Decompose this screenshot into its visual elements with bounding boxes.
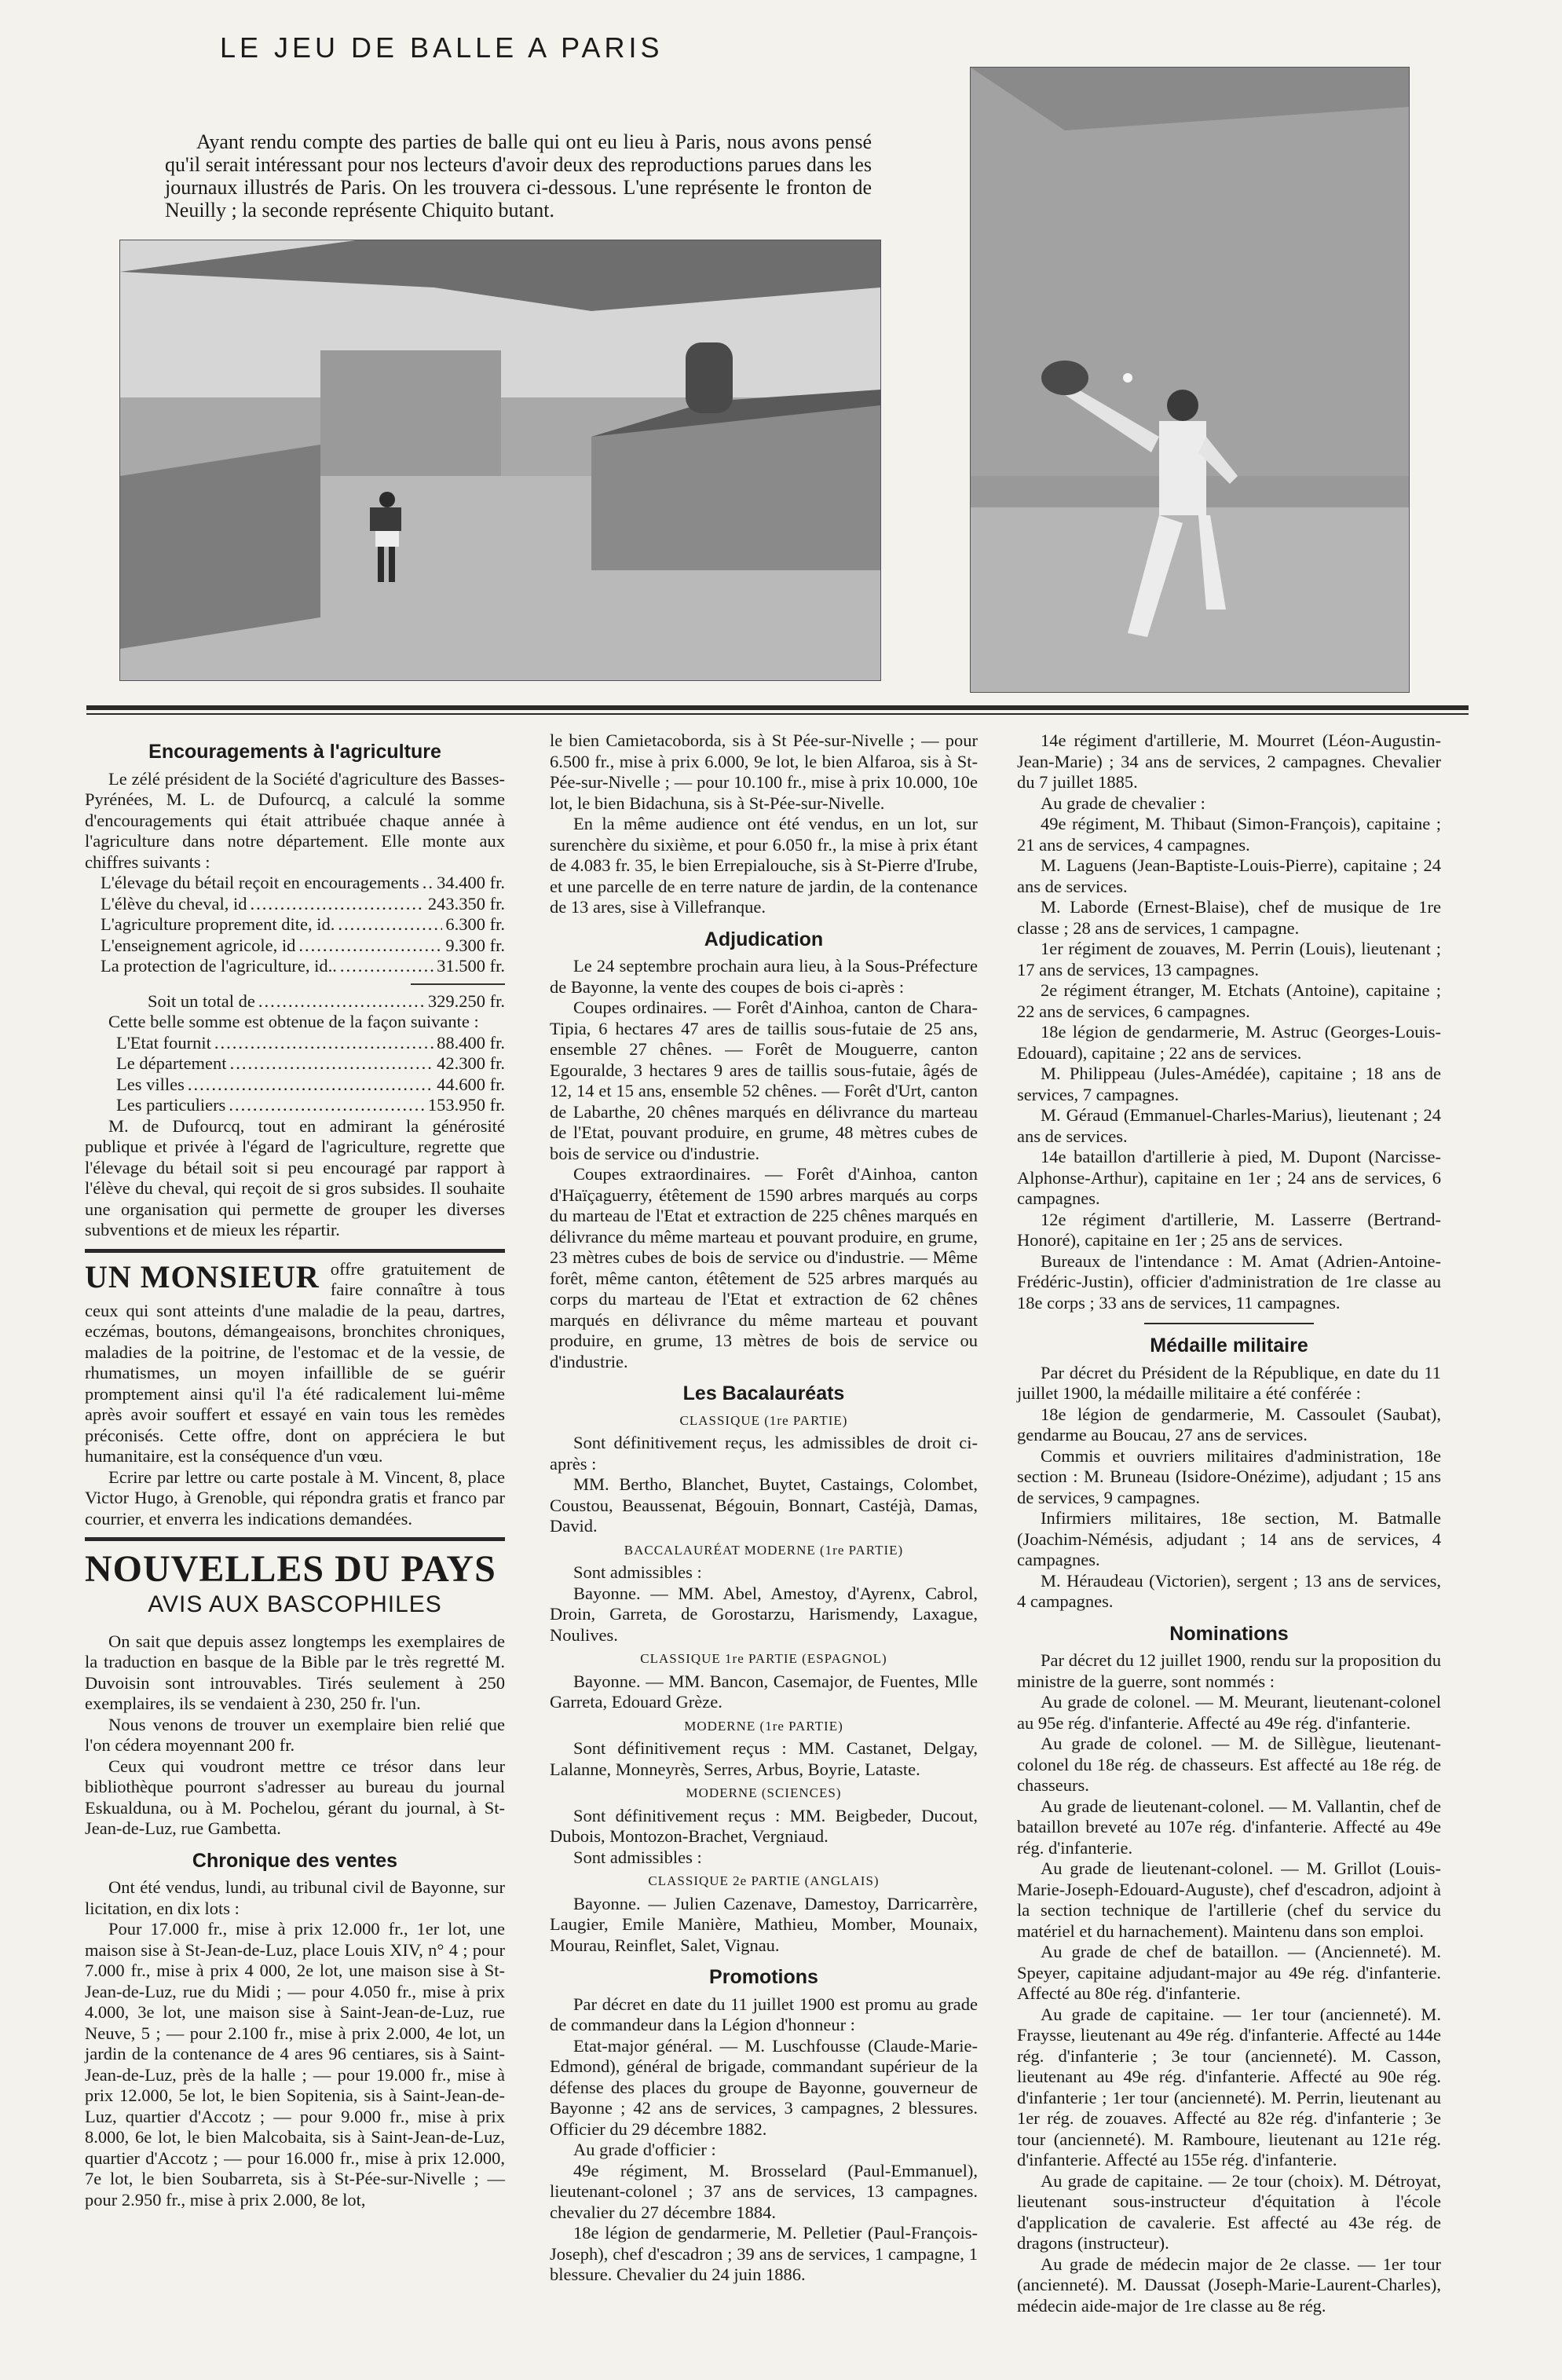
adj-p3: Coupes extraordinaires. — Forêt d'Ainhoa, canton d'Haïçaguerry, étêtement de 1590 arbres marqués au corps du marteau de l'Etat et extraction de 225 chênes marqués en délivrance du même marteau et pouvant produire, en grume, 23 mètres cubes de bois de service ou d'industrie. — Même forêt, même canton, étêtement de 525 arbres marqués au corps du marteau de l'Etat et extraction de 62 chênes marqués en délivrance du même marteau et pouvant produire, en grume, 13 mètres de bois de service ou d'industrie. — [550, 1164, 978, 1371]
source-label: Le département — [116, 1053, 227, 1073]
bac-heading: Les Bacalauréats — [682, 1382, 845, 1404]
divider — [85, 1249, 505, 1253]
agri-row — [101, 873, 505, 894]
source-label: Les particuliers — [116, 1095, 226, 1115]
agri-row — [101, 894, 505, 915]
bac-sub: CLASSIQUE (1re PARTIE) — [679, 1412, 848, 1428]
avis-p1: On sait que depuis assez longtemps les exemplaires de la traduction en basque de la Bible par le très regretté M. Duvoisin sont introuvables. Tirés seulement à 250 exemplaires, ils se vendaient à 230, 250 fr. l'un. — [85, 1631, 505, 1713]
agri-total-value: 329.250 fr. — [427, 990, 505, 1011]
source-row — [116, 1095, 505, 1116]
agri-conclusion: M. de Dufourcq, tout en admirant la générosité publique et privée à l'égard de l'agriculture, regrette que l'élevage du bétail soit si peu encouragé par rapport à l'élève du cheval, qui reçoit de si gros subsides. Il souhaite une organisation qui permette de grouper les diverses subventions et de mieux les répartir. — [85, 1115, 505, 1239]
med-p1: Par décret du Président de la République, en date du 11 juillet 1900, la médaille militaire a été conférée : — [1017, 1362, 1441, 1403]
agri-list — [85, 873, 505, 1012]
ventes-heading: Chronique des ventes — [192, 1849, 398, 1872]
monsieur-text: offre gratuitement de faire connaître à tous ceux qui sont atteints d'une maladie de la peau, dartres, eczémas, boutons, démangeaisons, bronchites chroniques, maladies de la poitrine, de l'estomac et de la vessie, de rhumatismes, un moyen infaillible de se guérir promptement ainsi qu'il l'a été radicalement lui-même après avoir souffert et essayé en vain tous les remèdes préconisés. Cette offre, dont on appréciera le but humanitaire, est la conséquence d'un vœu. — [85, 1258, 505, 1466]
promo-p1: Par décret en date du 11 juillet 1900 est promu au grade de commandeur dans la Légion d'honneur : — [550, 1994, 978, 2034]
bac-p1: Sont définitivement reçus, les admissibles de droit ci-après : — [550, 1433, 978, 1474]
column-1 — [85, 730, 505, 2210]
source-value: 44.600 fr. — [437, 1074, 505, 1094]
agri-total-label: Soit un total de — [148, 990, 255, 1011]
adj-p1: Le 24 septembre prochain aura lieu, à la Sous-Préfecture de Bayonne, la vente des coupes de bois ci-après : — [550, 956, 978, 997]
ventes-cont: le bien Camietacoborda, sis à St Pée-sur-Nivelle ; — pour 6.500 fr., mise à prix 6.000, 9e lot, le bien Alfaroa, sis à St-Pée-sur-Nivelle ; — pour 10.100 fr., mise à prix 10.000, 10e lot, le bien Bidachuna, sis à St-Pée-sur-Nivelle. — [550, 730, 978, 813]
nouvelles-heading: NOUVELLES DU PAYS — [85, 1548, 496, 1590]
nom-p4: Au grade de lieutenant-colonel. — M. Vallantin, chef de bataillon breveté au 107e rég. d'infanterie. Affecté au 49e rég. d'infanterie. — [1017, 1796, 1441, 1858]
adjudication-heading: Adjudication — [704, 928, 824, 950]
monsieur-ad — [85, 1259, 505, 1467]
source-value: 42.300 fr. — [437, 1053, 505, 1073]
promo-p7: Au grade de chevalier : — [1041, 793, 1205, 813]
promo-p16: 14e bataillon d'artillerie à pied, M. Dupont (Narcisse-Alphonse-Arthur), capitaine en 1er ; 24 ans de services, 6 campagnes. — [1017, 1147, 1441, 1208]
promo-p18: Bureaux de l'intendance : M. Amat (Adrien-Antoine-Frédéric-Justin), officier d'administration de 1re classe au 18e corps ; 33 ans de services, 11 campagnes. — [1017, 1250, 1441, 1313]
agri-row — [101, 914, 505, 936]
promo-p9: M. Laguens (Jean-Baptiste-Louis-Pierre), capitaine ; 24 ans de services. — [1017, 855, 1441, 896]
bac-p9: Bayonne. — Julien Cazenave, Damestoy, Darricarrère, Laugier, Emile Manière, Mathieu, Momber, Mounaix, Mourau, Reinflet, Salet, Vignau. — [550, 1893, 978, 1955]
column-3 — [1017, 730, 1441, 2316]
page-title: LE JEU DE BALLE A PARIS — [220, 31, 664, 64]
agri-row — [101, 956, 505, 977]
header-rule-thin — [86, 713, 1469, 715]
nom-p2: Au grade de colonel. — M. Meurant, lieutenant-colonel au 95e rég. d'infanterie. Affecté au 49e rég. d'infanterie. — [1017, 1692, 1441, 1733]
promo-p12: 2e régiment étranger, M. Etchats (Antoine), capitaine ; 22 ans de services, 6 campagnes. — [1017, 980, 1441, 1021]
agri-sources-intro: Cette belle somme est obtenue de la façon suivante : — [108, 1012, 479, 1031]
agri-value: 31.500 fr. — [437, 956, 505, 976]
ventes-p1: Ont été vendus, lundi, au tribunal civil de Bayonne, sur licitation, en dix lots : — [85, 1877, 505, 1918]
agri-label: L'élevage du bétail reçoit en encouragements — [101, 873, 419, 892]
source-label: L'Etat fournit — [116, 1032, 211, 1053]
promo-p17: 12e régiment d'artillerie, M. Lasserre (Bertrand-Honoré), capitaine en 1er ; 25 ans de services. — [1017, 1209, 1441, 1250]
fronton-photo — [119, 240, 881, 681]
bac-sub: MODERNE (1re PARTIE) — [684, 1718, 843, 1734]
nominations-heading: Nominations — [1169, 1622, 1289, 1645]
sum-rule — [411, 983, 505, 985]
bac-sub: CLASSIQUE 1re PARTIE (ESPAGNOL) — [640, 1651, 887, 1666]
ventes-p2: Pour 17.000 fr., mise à prix 12.000 fr., 1er lot, une maison sise à St-Jean-de-Luz, place Louis XIV, n° 4 ; pour 7.000 fr., mise à prix 4 000, 2e lot, une maison sise à St-Jean-de-Luz, rue du Midi ; — pour 4.050 fr., mise à prix 4.000, 3e lot, une maison sise à Saint-Jean-de-Luz, rue Neuve, 5 ; — pour 2.100 fr., mise à prix 2.000, 4e lot, un jardin de la contenance de 4 ares 96 centiares, sis à Saint-Jean-de-Luz, près de la halle ; — pour 19.000 fr., mise à prix 12.000, 5e lot, le bien Sopitenia, sis à Saint-Jean-de-Luz, quartier d'Accotz ; — pour 9.000 fr., mise à prix 8.000, 6e lot, le bien Malcobaita, sis à Saint-Jean-de-Luz, quartier d'Accotz ; — pour 16.000 fr., mise à prix 12.000, 7e lot, le bien Soubarreta, sis à St-Pée-sur-Nivelle ; — pour 2.950 fr., mise à prix 2.000, 8e lot, — [85, 1919, 505, 2210]
promo-p8: 49e régiment, M. Thibaut (Simon-François), capitaine ; 21 ans de services, 4 campagnes. — [1017, 814, 1441, 855]
nom-p5: Au grade de lieutenant-colonel. — M. Grillot (Louis-Marie-Joseph-Edouard-Auguste), chef d'escadron, adjoint à la section technique de l'artillerie (chef du service du matériel et du harnachement). Maintenu dans son emploi. — [1017, 1858, 1441, 1941]
source-value: 153.950 fr. — [427, 1095, 505, 1115]
source-row — [116, 1075, 505, 1096]
intro-paragraph: Ayant rendu compte des parties de balle qui ont eu lieu à Paris, nous avons pensé qu'il serait intéressant pour nos lecteurs d'avoir deux des reproductions parues dans les journaux illustrés de Paris. On les trouvera ci-dessous. L'une représente le fronton de Neuilly ; la seconde représente Chiquito butant. — [165, 130, 872, 222]
divider — [1144, 1323, 1314, 1324]
nom-p3: Au grade de colonel. — M. de Sillègue, lieutenant-colonel du 18e rég. de chasseurs. Est affecté au 18e rég. de chasseurs. — [1017, 1734, 1441, 1795]
bac-p3: Sont admissibles : — [573, 1562, 702, 1582]
source-row — [116, 1033, 505, 1054]
bac-p2: MM. Bertho, Blanchet, Buytet, Castaings, Colombet, Coustou, Beaussenat, Bégouin, Bonnart, Castéjà, Damas, David. — [550, 1474, 978, 1536]
nom-p1: Par décret du 12 juillet 1900, rendu sur la proposition du ministre de la guerre, sont nommés : — [1017, 1650, 1441, 1691]
avis-p2: Nous venons de trouver un exemplaire bien relié que l'on cédera moyennant 200 fr. — [85, 1714, 505, 1755]
bac-sub: BACCALAURÉAT MODERNE (1re PARTIE) — [624, 1542, 904, 1558]
promo-p15: M. Géraud (Emmanuel-Charles-Marius), lieutenant ; 24 ans de services. — [1017, 1105, 1441, 1146]
nom-p9: Au grade de médecin major de 2e classe. — 1er tour (ancienneté). M. Daussat (Joseph-Marie-Laurent-Charles), médecin aide-major de 1re classe au 8e rég. — [1017, 2254, 1441, 2316]
bac-p4: Bayonne. — MM. Abel, Amestoy, d'Ayrenx, Cabrol, Droin, Garreta, de Gorostarzu, Harismendy, Laxague, Noulives. — [550, 1583, 978, 1645]
promo-p6: 14e régiment d'artillerie, M. Mourret (Léon-Augustin-Jean-Marie) ; 34 ans de services, 2 campagnes. Chevalier du 7 juillet 1885. — [1017, 730, 1441, 792]
agri-label: L'agriculture proprement dite, id. — [101, 914, 335, 934]
chiquito-photo — [970, 67, 1410, 693]
source-row — [116, 1053, 505, 1075]
agri-label: La protection de l'agriculture, id.. — [101, 956, 337, 976]
promo-p11: 1er régiment de zouaves, M. Perrin (Louis), lieutenant ; 17 ans de services, 13 campagnes. — [1017, 939, 1441, 979]
promo-p2: Etat-major général. — M. Luschfousse (Claude-Marie-Edmond), général de brigade, commandant supérieur de la défense des places du groupe de Bayonne, gouverneur de Bayonne ; 42 ans de services, 3 campagnes, 2 blessures. Officier du 29 décembre 1882. — [550, 2035, 978, 2139]
avis-p3: Ceux qui voudront mettre ce trésor dans leur bibliothèque pourront s'adresser au bureau du journal Eskualduna, ou à M. Pochelou, gérant du journal, à St-Jean-de-Luz, rue Gambetta. — [85, 1756, 505, 1838]
medaille-heading: Médaille militaire — [1150, 1335, 1308, 1357]
agri-value: 9.300 fr. — [445, 935, 505, 955]
agri-intro: Le zélé président de la Société d'agriculture des Basses-Pyrénées, M. L. de Dufourcq, a calculé la somme d'encouragements qui était attribuée chaque année à l'agriculture dans notre département. Elle monte aux chiffres suivants : — [85, 768, 505, 872]
source-label: Les villes — [116, 1074, 185, 1094]
agri-value: 34.400 fr. — [437, 873, 505, 892]
bac-p6: Sont définitivement reçus : MM. Castanet, Delgay, Lalanne, Monneyrès, Serres, Arbus, Boyrie, Lataste. — [550, 1738, 978, 1779]
agri-sources — [85, 1033, 505, 1116]
promo-p5: 18e légion de gendarmerie, M. Pelletier (Paul-François-Joseph), chef d'escadron ; 39 ans de services, 1 campagne, 1 blessure. Chevalier du 24 juin 1886. — [550, 2223, 978, 2284]
promo-p4: 49e régiment, M. Brosselard (Paul-Emmanuel), lieutenant-colonel ; 37 ans de services, 13 campagnes. chevalier du 27 décembre 1884. — [550, 2160, 978, 2222]
agri-value: 6.300 fr. — [445, 914, 505, 934]
med-p2: 18e légion de gendarmerie, M. Cassoulet (Saubat), gendarme au Boucau, 27 ans de services. — [1017, 1404, 1441, 1444]
bac-p7: Sont définitivement reçus : MM. Beigbeder, Ducout, Dubois, Montozon-Brachet, Vergniaud. — [550, 1805, 978, 1846]
monsieur-contact: Ecrire par lettre ou carte postale à M. Vincent, 8, place Victor Hugo, à Grenoble, qui répondra gratis et franco par courrier, et enverra les indications demandées. — [85, 1466, 505, 1529]
med-p3: Commis et ouvriers militaires d'administration, 18e section : M. Bruneau (Isidore-Onézime), adjudant ; 15 ans de services, 9 campagnes. — [1017, 1445, 1441, 1507]
agri-heading: Encouragements à l'agriculture — [148, 741, 441, 763]
divider — [85, 1537, 505, 1541]
promotions-heading: Promotions — [709, 1966, 818, 1988]
header-rule — [86, 705, 1469, 710]
adj-p2: Coupes ordinaires. — Forêt d'Ainhoa, canton de Chara-Tipia, 6 hectares 47 ares de taillis sous-futaie de 25 ans, ensemble 27 chênes. — Forêt de Mouguerre, canton Egouralde, 3 hectares 9 ares de taillis sous-futaie, âgés de 12, 14 et 15 ans, ensemble 52 chênes. — Forêt d'Urt, canton de Labarthe, 20 chênes marqués en délivrance du marteau de l'Etat, pouvant produire, en grume, 48 mètres cubes de bois de service ou d'industrie. — [550, 998, 978, 1163]
nom-p7: Au grade de capitaine. — 1er tour (ancienneté). M. Fraysse, lieutenant au 49e rég. d'infanterie. Affecté au 144e rég. d'infanterie ; 3e tour (ancienneté). M. Casson, lieutenant au 49e rég. d'infanterie. Affecté au 90e rég. d'infanterie ; 1er tour (ancienneté). M. Perrin, lieutenant au 1er rég. de zouaves. Affecté au 82e rég. d'infanterie ; 3e tour (ancienneté). M. Ramboure, lieutenant au 121e rég. d'infanterie. Affecté au 155e rég. d'infanterie. — [1017, 2004, 1441, 2169]
bac-p8: Sont admissibles : — [573, 1847, 702, 1867]
agri-value: 243.350 fr. — [427, 893, 505, 914]
column-2 — [550, 730, 978, 2286]
monsieur-heading: UN MONSIEUR — [85, 1258, 320, 1294]
bac-sub: CLASSIQUE 2e PARTIE (ANGLAIS) — [648, 1873, 880, 1888]
promo-p3: Au grade d'officier : — [573, 2140, 716, 2159]
agri-label: L'élève du cheval, id — [101, 893, 247, 914]
promo-p10: M. Laborde (Ernest-Blaise), chef de musique de 1re classe ; 28 ans de services, 1 campagne. — [1017, 897, 1441, 938]
promo-p13: 18e légion de gendarmerie, M. Astruc (Georges-Louis-Edouard), capitaine ; 22 ans de services. — [1017, 1022, 1441, 1063]
promo-p14: M. Philippeau (Jules-Amédée), capitaine ; 18 ans de services, 7 campagnes. — [1017, 1064, 1441, 1104]
agri-label: L'enseignement agricole, id — [101, 935, 296, 955]
source-value: 88.400 fr. — [437, 1032, 505, 1053]
agri-total — [101, 991, 505, 1012]
bac-sub: MODERNE (SCIENCES) — [686, 1785, 842, 1800]
avis-heading: AVIS AUX BASCOPHILES — [148, 1591, 442, 1617]
bac-p5: Bayonne. — MM. Bancon, Casemajor, de Fuentes, Mlle Garreta, Edouard Grèze. — [550, 1671, 978, 1712]
nom-p6: Au grade de chef de bataillon. — (Ancienneté). M. Speyer, capitaine adjudant-major au 49e rég. d'infanterie. Affecté au 80e rég. d'infanterie. — [1017, 1942, 1441, 2003]
ventes-p3: En la même audience ont été vendus, en un lot, sur surenchère du sixième, et pour 6.050 fr., la mise à prix étant de 4.083 fr. 35, le bien Errepialouche, sis à St-Pierre d'Irube, et une parcelle de en terre nature de jardin, de la contenance de 13 ares, sise à Villefranque. — [550, 814, 978, 917]
nom-p8: Au grade de capitaine. — 2e tour (choix). M. Détroyat, lieutenant sous-instructeur d'équitation à l'école d'application de cavalerie. Est affecté au 43e rég. de dragons (instructeur). — [1017, 2170, 1441, 2253]
med-p4: Infirmiers militaires, 18e section, M. Batmalle (Joachim-Némésis, adjudant ; 14 ans de services, 4 campagnes. — [1017, 1508, 1441, 1569]
agri-row — [101, 936, 505, 957]
med-p5: M. Héraudeau (Victorien), sergent ; 13 ans de services, 4 campagnes. — [1017, 1570, 1441, 1611]
